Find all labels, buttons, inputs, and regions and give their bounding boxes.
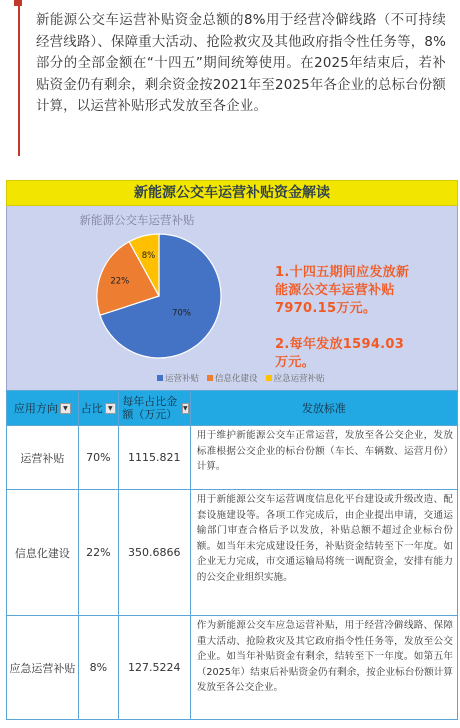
note-total: 1.十四五期间应发放新能源公交车运营补贴7970.15万元。 — [275, 265, 410, 316]
header-amount[interactable] — [118, 391, 190, 426]
header-standard-label: 发放标准 — [301, 402, 346, 415]
table-row — [7, 426, 458, 490]
legend-label: 应急运营补贴 — [273, 374, 325, 384]
header-amount-label: 每年占比金额（万元） — [122, 395, 178, 421]
cell-direction: 应急运营补贴 — [7, 616, 79, 720]
filter-dropdown-icon[interactable]: ▼ — [105, 403, 116, 414]
cell-standard: 作为新能源公交车应急运营补贴，用于经营冷僻线路、保障重大活动、抢险救灾及其它政府指令性任务等，发放至公交企业。如当年补贴资金有剩余，结转至下一年度。如第五年（2025年）结束后补贴资金仍有剩余，按企业标台份额计算发放至各公交企业。 — [190, 616, 457, 720]
legend-item — [157, 372, 199, 384]
pie-data-label: 70% — [172, 308, 192, 319]
table-row — [7, 490, 458, 616]
cell-amount: 127.5224 — [118, 616, 190, 720]
filter-dropdown-icon[interactable]: ▼ — [182, 404, 188, 412]
note-annual: 2.每年发放1594.03万元。 — [275, 337, 405, 370]
header-share[interactable] — [78, 391, 118, 426]
cell-direction: 运营补贴 — [7, 426, 79, 490]
table-header-row — [7, 391, 458, 426]
intro-paragraph — [36, 10, 446, 118]
legend-label: 运营补贴 — [165, 374, 200, 384]
legend-label: 信息化建设 — [215, 374, 258, 384]
legend-swatch — [157, 375, 163, 381]
cell-share: 22% — [78, 490, 118, 616]
legend-swatch — [207, 375, 213, 381]
pie-data-label: 8% — [141, 251, 156, 262]
cell-share: 8% — [78, 616, 118, 720]
header-direction[interactable] — [7, 391, 79, 426]
funding-panel — [6, 180, 458, 720]
legend-item — [207, 372, 258, 384]
header-standard — [190, 391, 457, 426]
header-share-label: 占比 — [80, 402, 103, 415]
panel-title: 新能源公交车运营补贴资金解读 — [6, 180, 458, 206]
cell-standard: 用于维护新能源公交车正常运营，发放至各公交企业，发放标准根据公交企业的标台份额（车长、车辆数、运营月份）计算。 — [190, 426, 457, 490]
cell-amount: 1115.821 — [118, 426, 190, 490]
chart-title: 新能源公交车运营补贴 — [79, 213, 195, 227]
cell-direction: 信息化建设 — [7, 490, 79, 616]
legend-item — [266, 372, 325, 384]
allocation-table — [6, 390, 458, 720]
table-row — [7, 616, 458, 720]
chart-legend — [157, 372, 325, 384]
accent-bar — [18, 6, 20, 156]
pie-data-label: 22% — [110, 276, 130, 287]
cell-amount: 350.6866 — [118, 490, 190, 616]
cell-share: 70% — [78, 426, 118, 490]
filter-dropdown-icon[interactable]: ▼ — [60, 403, 71, 414]
header-direction-label: 应用方向 — [13, 402, 58, 415]
intro-text: 新能源公交车运营补贴资金总额的8%用于经营冷僻线路（不可持续经营线路）、保障重大活动、抢险救灾及其他政府指令性任务等，8%部分的全部金额在“十四五”期间统筹使用。在2025年结束后，若补贴资金仍有剩余，剩余资金按2021年至2025年各企业的总标台份额计算，以运营补贴形式发放至各企业。 — [36, 13, 446, 115]
pie-chart — [7, 206, 267, 390]
cell-standard: 用于新能源公交车运营调度信息化平台建设或升级改造、配套设施建设等。各项工作完成后，由企业提出申请，交通运输部门审查合格后予以发放，补贴总额不超过企业标台份额。如当年未完成建设任务，补贴资金结转至下一年度。如企业无力完成，市交通运输局将统一调配资金，安排有能力的公交企业组织实施。 — [190, 490, 457, 616]
chart-area — [6, 206, 458, 390]
legend-swatch — [266, 375, 272, 381]
